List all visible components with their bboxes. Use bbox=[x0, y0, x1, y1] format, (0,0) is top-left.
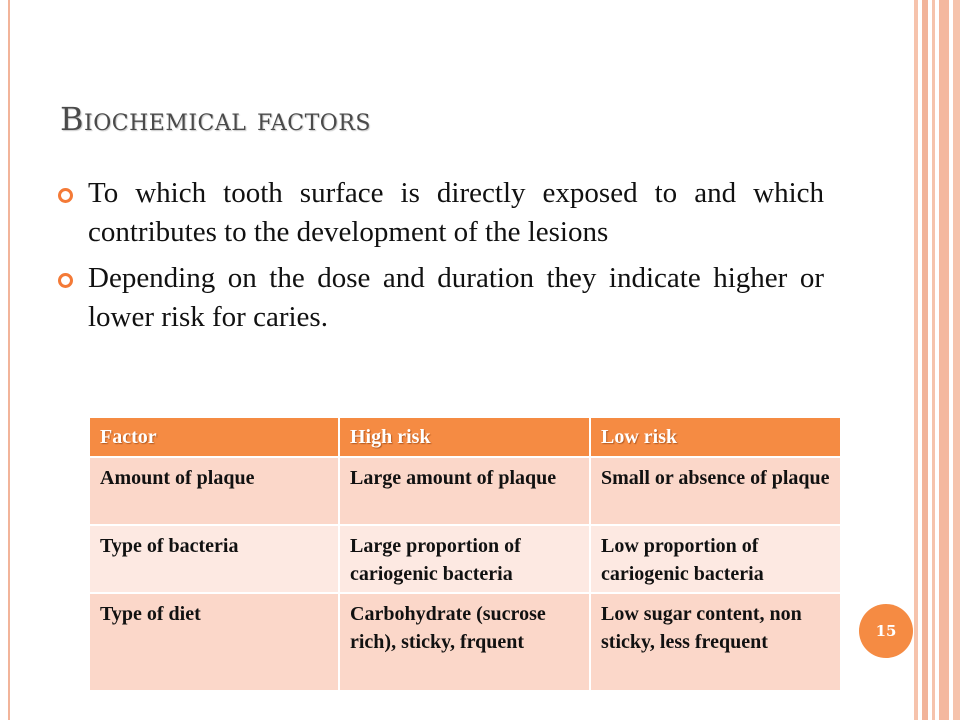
risk-factors-table bbox=[88, 416, 842, 692]
table-row bbox=[89, 593, 841, 691]
bullet-text: Depending on the dose and duration they indicate higher or lower risk for caries. bbox=[88, 262, 824, 333]
column-header-high-risk: High risk bbox=[339, 417, 590, 457]
table-cell: Large amount of plaque bbox=[339, 457, 590, 525]
column-header-factor: Factor bbox=[89, 417, 339, 457]
bullet-list bbox=[58, 174, 824, 344]
bullet-ring-icon bbox=[58, 273, 73, 288]
table-cell: Large proportion of cariogenic bacteria bbox=[339, 525, 590, 593]
bullet-ring-icon bbox=[58, 188, 73, 203]
bullet-item bbox=[58, 259, 824, 337]
slide-right-stripes bbox=[914, 0, 960, 720]
table-row bbox=[89, 525, 841, 593]
slide-title: Biochemical factors bbox=[60, 100, 371, 138]
bullet-text: To which tooth surface is directly exposed to and which contributes to the development of the lesions bbox=[88, 177, 824, 248]
table-cell: Type of bacteria bbox=[89, 525, 339, 593]
table-cell: Type of diet bbox=[89, 593, 339, 691]
table-cell: Amount of plaque bbox=[89, 457, 339, 525]
table-cell: Carbohydrate (sucrose rich), sticky, frquent bbox=[339, 593, 590, 691]
page-number-badge: 15 bbox=[859, 604, 913, 658]
slide-left-border bbox=[8, 0, 10, 720]
table-cell: Low sugar content, non sticky, less frequent bbox=[590, 593, 841, 691]
table-row bbox=[89, 457, 841, 525]
table-cell: Low proportion of cariogenic bacteria bbox=[590, 525, 841, 593]
bullet-item bbox=[58, 174, 824, 252]
table-header-row bbox=[89, 417, 841, 457]
column-header-low-risk: Low risk bbox=[590, 417, 841, 457]
table-cell: Small or absence of plaque bbox=[590, 457, 841, 525]
